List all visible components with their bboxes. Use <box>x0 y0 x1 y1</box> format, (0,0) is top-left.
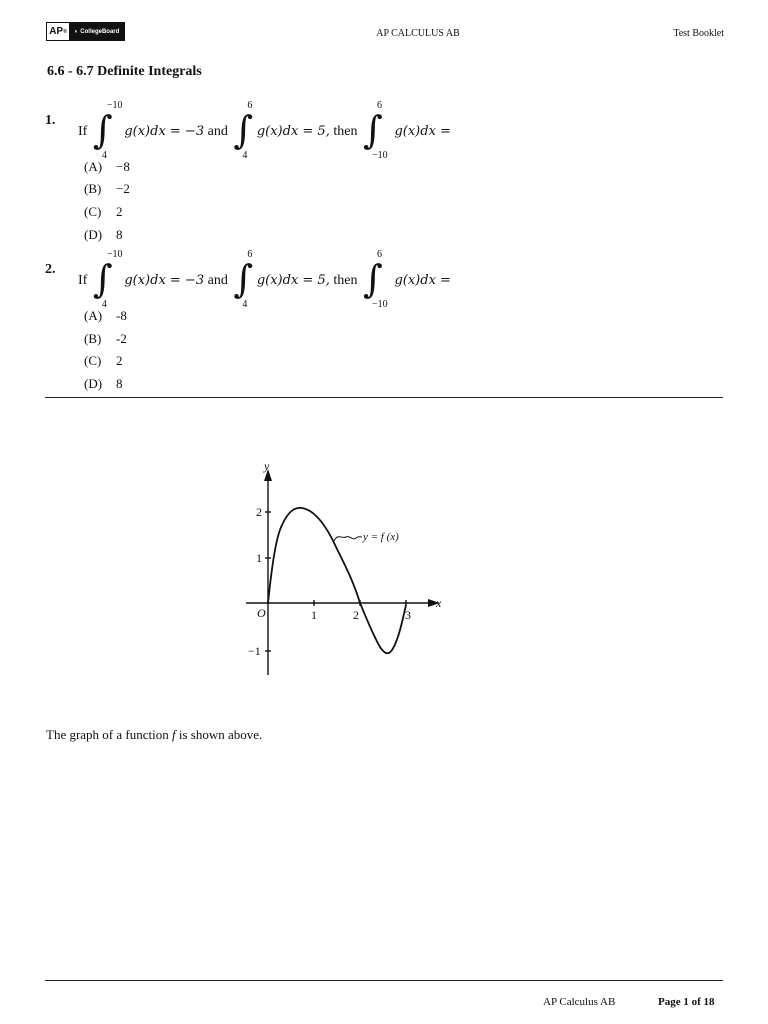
x-tick-label-1: 1 <box>311 608 317 622</box>
choice-value: 8 <box>116 227 123 242</box>
choice-letter: (B) <box>84 181 102 196</box>
q1-integral-2: ∫ 6 4 <box>233 100 254 161</box>
logo-ap-mark: AP ® <box>47 23 70 40</box>
footer-page-number: Page 1 of 18 <box>658 996 715 1008</box>
choice-letter: (C) <box>84 204 102 219</box>
q2-int2-upper: 6 <box>247 249 253 260</box>
question-1-stem <box>78 100 451 161</box>
q2-choice-a[interactable] <box>84 308 127 324</box>
choice-value: -2 <box>116 331 127 346</box>
y-axis-label: y <box>264 459 270 473</box>
header-booklet: Test Booklet <box>673 28 724 39</box>
q2-int2-expr: g(x)dx = 5, <box>256 273 330 289</box>
y-tick-label-1: 1 <box>256 551 262 565</box>
q1-choice-b[interactable] <box>84 181 130 197</box>
acorn-icon: ◐ <box>74 28 79 35</box>
q2-choice-c[interactable] <box>84 353 123 369</box>
choice-letter: (A) <box>84 308 103 323</box>
y-tick-label-2: 2 <box>256 505 262 519</box>
y-tick-label-neg1: −1 <box>248 644 261 658</box>
curve-label-leader <box>334 537 362 541</box>
x-axis-label: x <box>436 596 442 610</box>
q1-int2-lower: 4 <box>242 150 248 161</box>
q1-int2-upper: 6 <box>247 100 253 111</box>
q1-choice-d[interactable] <box>84 227 123 243</box>
q1-int3-expr: g(x)dx = <box>394 124 451 140</box>
q2-int1-lower: 4 <box>101 299 107 310</box>
caption-before: The graph of a function <box>46 727 172 742</box>
question-2-stem <box>78 249 451 310</box>
q1-int1-lower: 4 <box>101 150 107 161</box>
logo-ap-text: AP <box>49 26 64 37</box>
q1-integral-3: ∫ 6 −10 <box>362 100 388 161</box>
q2-int2-lower: 4 <box>242 299 248 310</box>
q2-int3-lower: −10 <box>371 299 388 310</box>
footer-divider <box>45 980 723 981</box>
q1-if: If <box>78 124 88 140</box>
q2-choice-b[interactable] <box>84 331 127 347</box>
choice-value: −8 <box>116 159 130 174</box>
x-tick-label-3: 3 <box>405 608 411 622</box>
origin-label: O <box>257 606 266 620</box>
logo-cb-text: CollegeBoard <box>80 28 120 35</box>
choice-letter: (D) <box>84 376 103 391</box>
q1-int1-upper: −10 <box>106 100 123 111</box>
q1-int3-lower: −10 <box>371 150 388 161</box>
choice-value: 8 <box>116 376 123 391</box>
choice-letter: (B) <box>84 331 102 346</box>
question-2-number: 2. <box>45 262 56 277</box>
q1-choice-a[interactable] <box>84 159 130 175</box>
header-course: AP CALCULUS AB <box>376 28 460 39</box>
caption-f: f <box>171 727 176 742</box>
section-title: 6.6 - 6.7 Definite Integrals <box>47 64 202 79</box>
q1-then: then <box>333 124 358 140</box>
q1-integral-1: ∫ −10 4 <box>92 100 123 161</box>
footer-course: AP Calculus AB <box>543 996 616 1008</box>
function-graph <box>230 455 460 685</box>
curve-label: y = f (x) <box>363 531 399 543</box>
q2-int1-expr: g(x)dx = −3 <box>124 273 205 289</box>
q1-int1-expr: g(x)dx = −3 <box>124 124 205 140</box>
q2-choice-d[interactable] <box>84 376 123 392</box>
q2-int1-upper: −10 <box>106 249 123 260</box>
choice-letter: (C) <box>84 353 102 368</box>
question-1-number: 1. <box>45 113 56 128</box>
x-tick-label-2: 2 <box>353 608 359 622</box>
q2-integral-2: ∫ 6 4 <box>233 249 254 310</box>
caption-after: is shown above. <box>175 727 263 742</box>
q2-int3-upper: 6 <box>376 249 382 260</box>
q2-integral-1: ∫ −10 4 <box>92 249 123 310</box>
q2-if: If <box>78 273 88 289</box>
q1-and: and <box>207 124 228 140</box>
choice-letter: (A) <box>84 159 103 174</box>
choice-value: −2 <box>116 181 130 196</box>
graph-caption <box>46 727 262 743</box>
q2-int3-expr: g(x)dx = <box>394 273 451 289</box>
choice-value: 2 <box>116 353 123 368</box>
section-divider <box>45 397 723 398</box>
q1-choice-c[interactable] <box>84 204 123 220</box>
q2-then: then <box>333 273 358 289</box>
q2-integral-3: ∫ 6 −10 <box>362 249 388 310</box>
q1-int2-expr: g(x)dx = 5, <box>256 124 330 140</box>
q2-and: and <box>207 273 228 289</box>
choice-value: -8 <box>116 308 127 323</box>
curve-y-equals-f-of-x <box>268 508 406 653</box>
choice-value: 2 <box>116 204 123 219</box>
choice-letter: (D) <box>84 227 103 242</box>
q1-int3-upper: 6 <box>376 100 382 111</box>
